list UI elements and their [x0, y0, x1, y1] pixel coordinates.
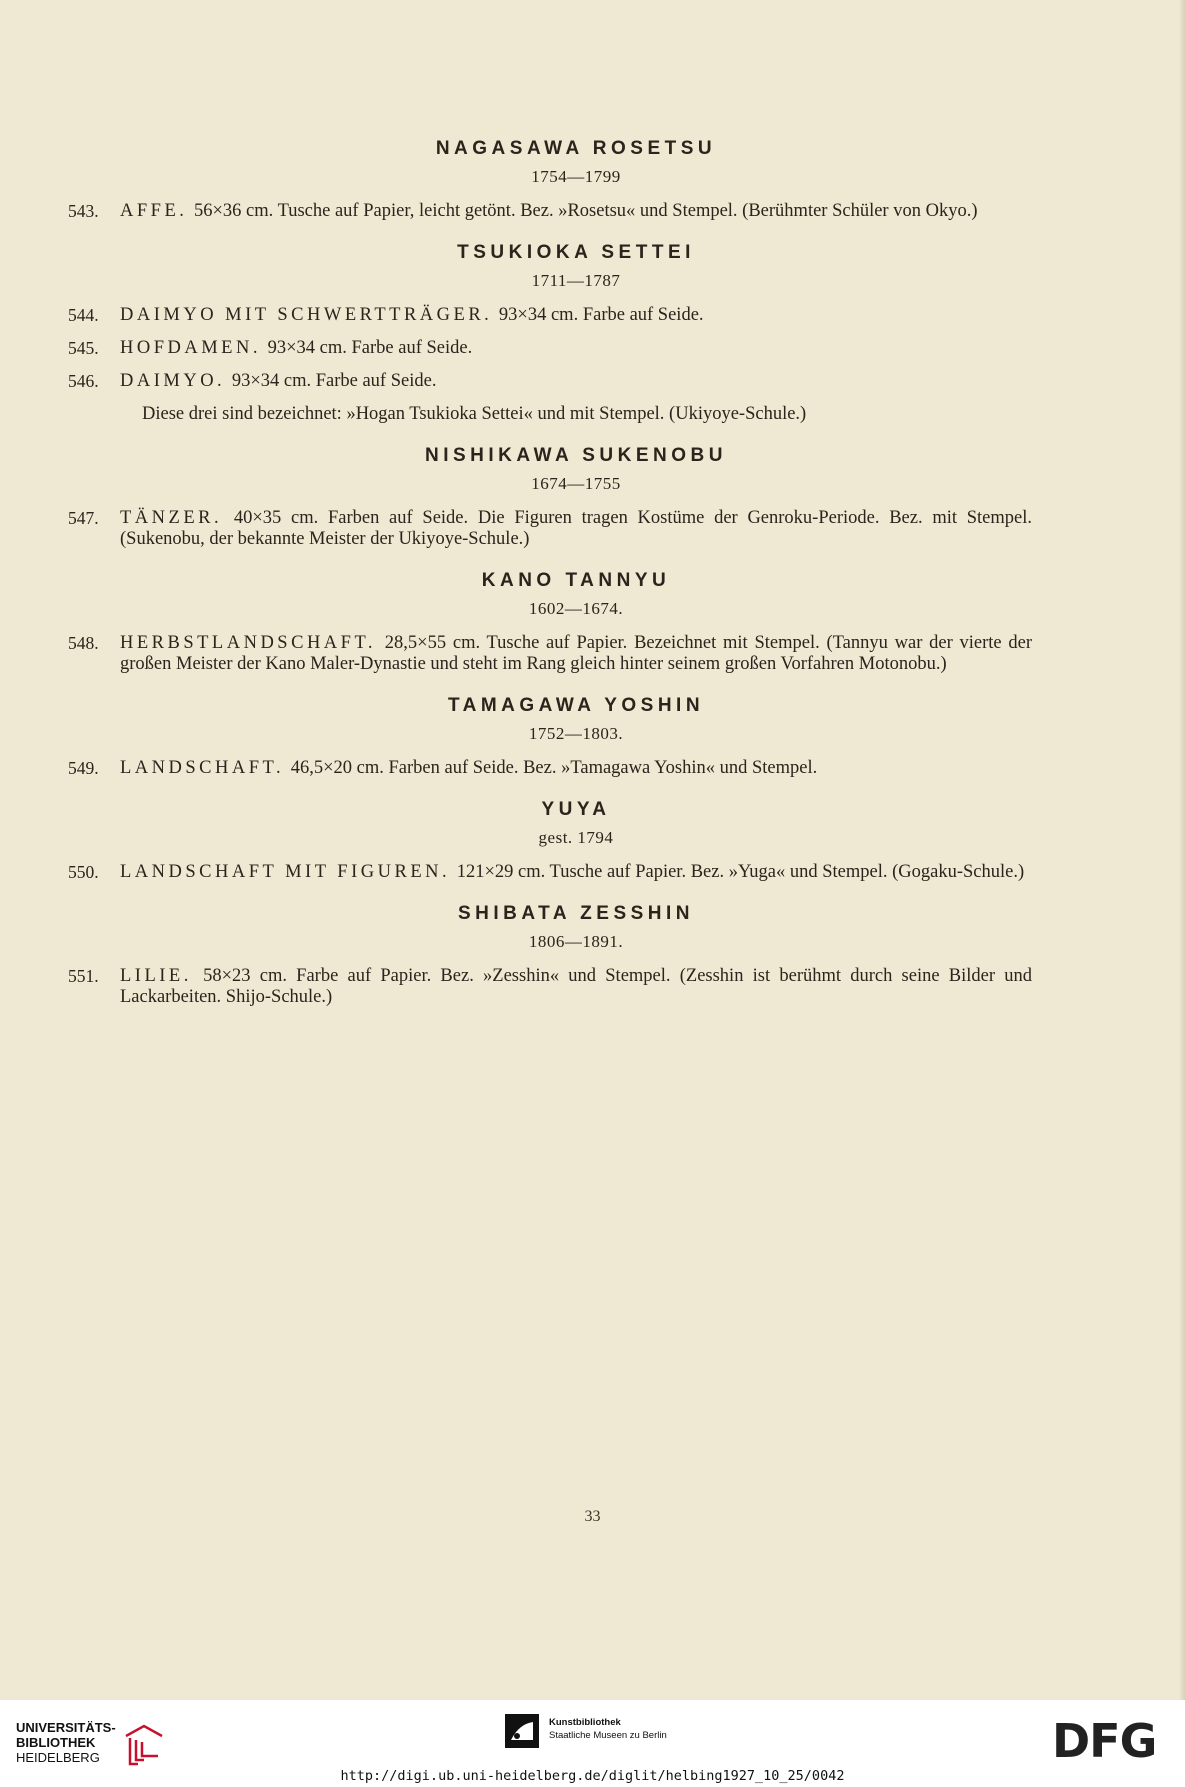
viewer-footer — [0, 1700, 1185, 1787]
kunstbibliothek-text — [549, 1716, 667, 1742]
entry-body — [120, 201, 1032, 222]
entry-body — [120, 508, 1032, 550]
entry-body — [120, 305, 1032, 326]
artist-name: NISHIKAWA SUKENOBU — [425, 445, 727, 466]
artist-section — [68, 138, 1032, 222]
kunstbibliothek-mark-icon — [505, 1714, 539, 1748]
artist-dates: 1602—1674. — [528, 599, 624, 618]
artist-heading — [120, 799, 1032, 848]
entry-title: HOFDAMEN. — [120, 338, 261, 358]
artist-heading — [120, 138, 1032, 187]
artist-heading — [120, 903, 1032, 952]
catalog-entry — [68, 508, 1032, 550]
ub-line-2: BIBLIOTHEK — [16, 1735, 96, 1750]
entry-body — [120, 966, 1032, 1008]
catalog-entry — [68, 305, 1032, 326]
artist-name: YUYA — [541, 799, 611, 820]
artist-name: NAGASAWA ROSETSU — [435, 138, 717, 159]
artist-section — [68, 570, 1033, 675]
artist-section — [68, 695, 1032, 779]
entry-title: HERBSTLANDSCHAFT. — [120, 633, 376, 653]
entry-number: 547. — [68, 508, 99, 528]
catalog-entry — [68, 633, 1033, 675]
artist-heading — [120, 695, 1032, 744]
ub-line-1: UNIVERSITÄTS- — [16, 1720, 116, 1735]
entry-description: 93×34 cm. Farbe auf Seide. — [498, 305, 704, 325]
ub-mark-icon — [122, 1722, 166, 1768]
dfg-logo[interactable]: DFG — [1052, 1714, 1157, 1768]
entry-description: 40×35 cm. Farben auf Seide. Die Figuren tragen Kostüme der Genroku-Periode. Bez. mit Stempel. (Sukenobu, der bekannte Meister der Ukiyoye-Schule.) — [120, 508, 1032, 549]
artist-dates: 1711—1787 — [531, 271, 621, 290]
entry-number: 545. — [68, 338, 99, 358]
artist-dates: 1754—1799 — [531, 167, 621, 186]
artist-name: KANO TANNYU — [481, 570, 671, 591]
entry-number: 544. — [68, 305, 99, 325]
artist-section — [68, 242, 1032, 425]
entry-title: LANDSCHAFT. — [120, 758, 285, 778]
entry-description: 28,5×55 cm. Tusche auf Papier. Bezeichnet mit Stempel. (Tannyu war der vierte der großen Meister der Kano Maler-Dynastie und steht im Rang gleich hinter seinem großen Vorfahren Motonobu.) — [120, 633, 1033, 674]
entry-description: 93×34 cm. Farbe auf Seide. — [267, 338, 473, 358]
entry-number: 546. — [68, 371, 99, 391]
artist-section — [68, 799, 1032, 883]
entry-number: 548. — [68, 633, 99, 653]
kb-line-2: Staatliche Museen zu Berlin — [549, 1730, 667, 1741]
entry-body — [120, 862, 1032, 883]
entry-title: DAIMYO MIT SCHWERTTRÄGER. — [120, 305, 493, 325]
section-note: Diese drei sind bezeichnet: »Hogan Tsukioka Settei« und mit Stempel. (Ukiyoye-Schule.) — [142, 404, 807, 424]
page-edge — [1179, 0, 1185, 1700]
entry-number: 543. — [68, 201, 99, 221]
entry-body — [120, 338, 1032, 359]
entry-number: 549. — [68, 758, 99, 778]
catalog-entry — [68, 201, 1032, 222]
catalog-entry — [68, 758, 1032, 779]
artist-section — [68, 445, 1032, 550]
entry-number: 551. — [68, 966, 99, 986]
artist-name: TSUKIOKA SETTEI — [457, 242, 695, 263]
artist-heading — [120, 445, 1032, 494]
entry-title: LILIE. — [120, 966, 192, 986]
artist-dates: 1752—1803. — [528, 724, 624, 743]
ub-heidelberg-logo[interactable] — [16, 1720, 176, 1770]
page-number: 33 — [584, 1508, 601, 1525]
artist-heading — [120, 242, 1032, 291]
entry-title: DAIMYO. — [120, 371, 226, 391]
artist-dates: gest. 1794 — [538, 828, 614, 847]
entry-body — [120, 633, 1032, 675]
entry-description: 121×29 cm. Tusche auf Papier. Bez. »Yuga« und Stempel. (Gogaku-Schule.) — [456, 862, 1025, 882]
entry-title: TÄNZER. — [120, 508, 223, 528]
entry-title: LANDSCHAFT MIT FIGUREN. — [120, 862, 451, 882]
entry-title: AFFE. — [120, 201, 188, 221]
artist-section — [68, 903, 1032, 1008]
artist-heading — [120, 570, 1032, 619]
artist-dates: 1806—1891. — [528, 932, 624, 951]
catalog-entry — [68, 338, 1032, 359]
artist-name: TAMAGAWA YOSHIN — [447, 695, 705, 716]
artist-name: SHIBATA ZESSHIN — [457, 903, 695, 924]
entry-number: 550. — [68, 862, 99, 882]
ub-line-3: HEIDELBERG — [16, 1750, 100, 1765]
catalog-content — [68, 138, 1033, 1028]
catalog-entry — [68, 371, 1032, 392]
entry-body — [120, 758, 1032, 779]
catalog-entry — [68, 966, 1032, 1008]
entry-body — [120, 371, 1032, 392]
permalink-url[interactable]: http://digi.ub.uni-heidelberg.de/diglit/helbing1927_10_25/0042 — [340, 1768, 845, 1784]
kb-line-1: Kunstbibliothek — [549, 1717, 621, 1728]
artist-dates: 1674—1755 — [531, 474, 621, 493]
entry-description: 46,5×20 cm. Farben auf Seide. Bez. »Tamagawa Yoshin« und Stempel. — [290, 758, 818, 778]
entry-description: 58×23 cm. Farbe auf Papier. Bez. »Zesshin« und Stempel. (Zesshin ist berühmt durch seine Bilder und Lackarbeiten. Shijo-Schule.) — [120, 966, 1032, 1007]
entry-description: 93×34 cm. Farbe auf Seide. — [231, 371, 437, 391]
catalog-entry — [68, 862, 1032, 883]
entry-description: 56×36 cm. Tusche auf Papier, leicht getönt. Bez. »Rosetsu« und Stempel. (Berühmter Schüler von Okyo.) — [194, 201, 978, 221]
kunstbibliothek-logo[interactable] — [505, 1712, 705, 1752]
